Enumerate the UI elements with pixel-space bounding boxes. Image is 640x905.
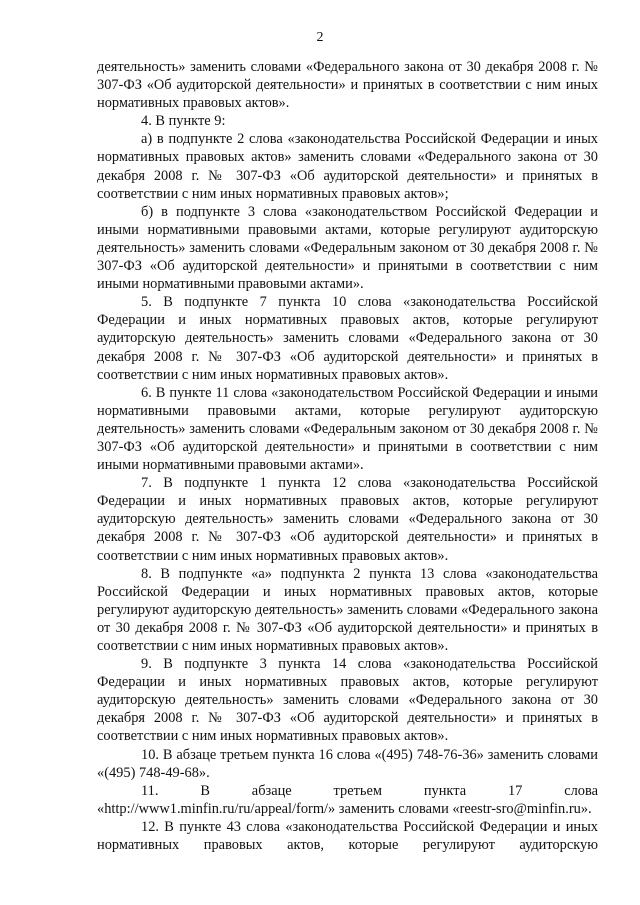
paragraph-item-6: 6. В пункте 11 слова «законодательством Российской Федерации и иными нормативными правовыми актами, которые регулируют аудиторскую деятельность» заменить словами «Федеральным законом от 30 декабря 2008 г. № 307-ФЗ «Об аудиторской деятельности» и принятыми в соответствии с ним иными нормативными правовыми актами». bbox=[97, 384, 598, 474]
paragraph-item-7: 7. В подпункте 1 пункта 12 слова «законодательства Российской Федерации и иных нормативных правовых актов, которые регулируют аудиторскую деятельность» заменить словами «Федерального закона от 30 декабря 2008 г. № 307-ФЗ «Об аудиторской деятельности» и принятых в соответствии с ним иных нормативных правовых актов». bbox=[97, 475, 598, 564]
paragraph-item-4a: а) в подпункте 2 слова «законодательства Российской Федерации и иных нормативных правовых актов» заменить словами «Федерального закона от 30 декабря 2008 г. № 307-ФЗ «Об аудиторской деятельности» и принятых в соответствии с ним иных нормативных правовых актов»; bbox=[97, 131, 598, 202]
paragraph-item-4b: б) в подпункте 3 слова «законодательством Российской Федерации и иными нормативными правовыми актами, которые регулируют аудиторскую деятельность» заменить словами «Федеральным законом от 30 декабря 2008 г. № 307-ФЗ «Об аудиторской деятельности» и принятыми в соответствии с ним иными нормативными правовыми актами». bbox=[97, 203, 598, 293]
paragraph-item-4: 4. В пункте 9: bbox=[141, 113, 226, 130]
paragraph-item-10: 10. В абзаце третьем пункта 16 слова «(495) 748-76-36» заменить словами «(495) 748-49-68». bbox=[97, 746, 598, 781]
paragraph-item-5: 5. В подпункте 7 пункта 10 слова «законодательства Российской Федерации и иных нормативных правовых актов, которые регулируют аудиторскую деятельность» заменить словами «Федерального закона от 30 декабря 2008 г. № 307-ФЗ «Об аудиторской деятельности» и принятых в соответствии с ним иных нормативных правовых актов». bbox=[97, 294, 598, 383]
paragraph-item-12: 12. В пункте 43 слова «законодательства Российской Федерации и иных нормативных правовых актов, которые регулируют аудиторскую bbox=[97, 818, 598, 854]
paragraph-item-8: 8. В подпункте «а» подпункта 2 пункта 13 слова «законодательства Российской Федерации и иных нормативных правовых актов, которые регулируют аудиторскую деятельность» заменить словами «Федерального закона от 30 декабря 2008 г. № 307-ФЗ «Об аудиторской деятельности» и принятых в соответствии с ним иных нормативных правовых актов». bbox=[97, 565, 598, 654]
document-body bbox=[97, 58, 598, 854]
page-number: 2 bbox=[316, 30, 324, 45]
paragraph-item-9: 9. В подпункте 3 пункта 14 слова «законодательства Российской Федерации и иных нормативных правовых актов, которые регулируют аудиторскую деятельность» заменить словами «Федерального закона от 30 декабря 2008 г. № 307-ФЗ «Об аудиторской деятельности» и принятых в соответствии с ним иных нормативных правовых актов». bbox=[97, 656, 598, 745]
paragraph-item-11: 11. В абзаце третьем пункта 17 слова «http://www1.minfin.ru/ru/appeal/form/» заменить словами «reestr-sro@minfin.ru». bbox=[97, 782, 598, 817]
paragraph-continuation: деятельность» заменить словами «Федерального закона от 30 декабря 2008 г. № 307-ФЗ «Об аудиторской деятельности» и принятых в соответствии с ним иных нормативных правовых актов». bbox=[97, 59, 598, 112]
